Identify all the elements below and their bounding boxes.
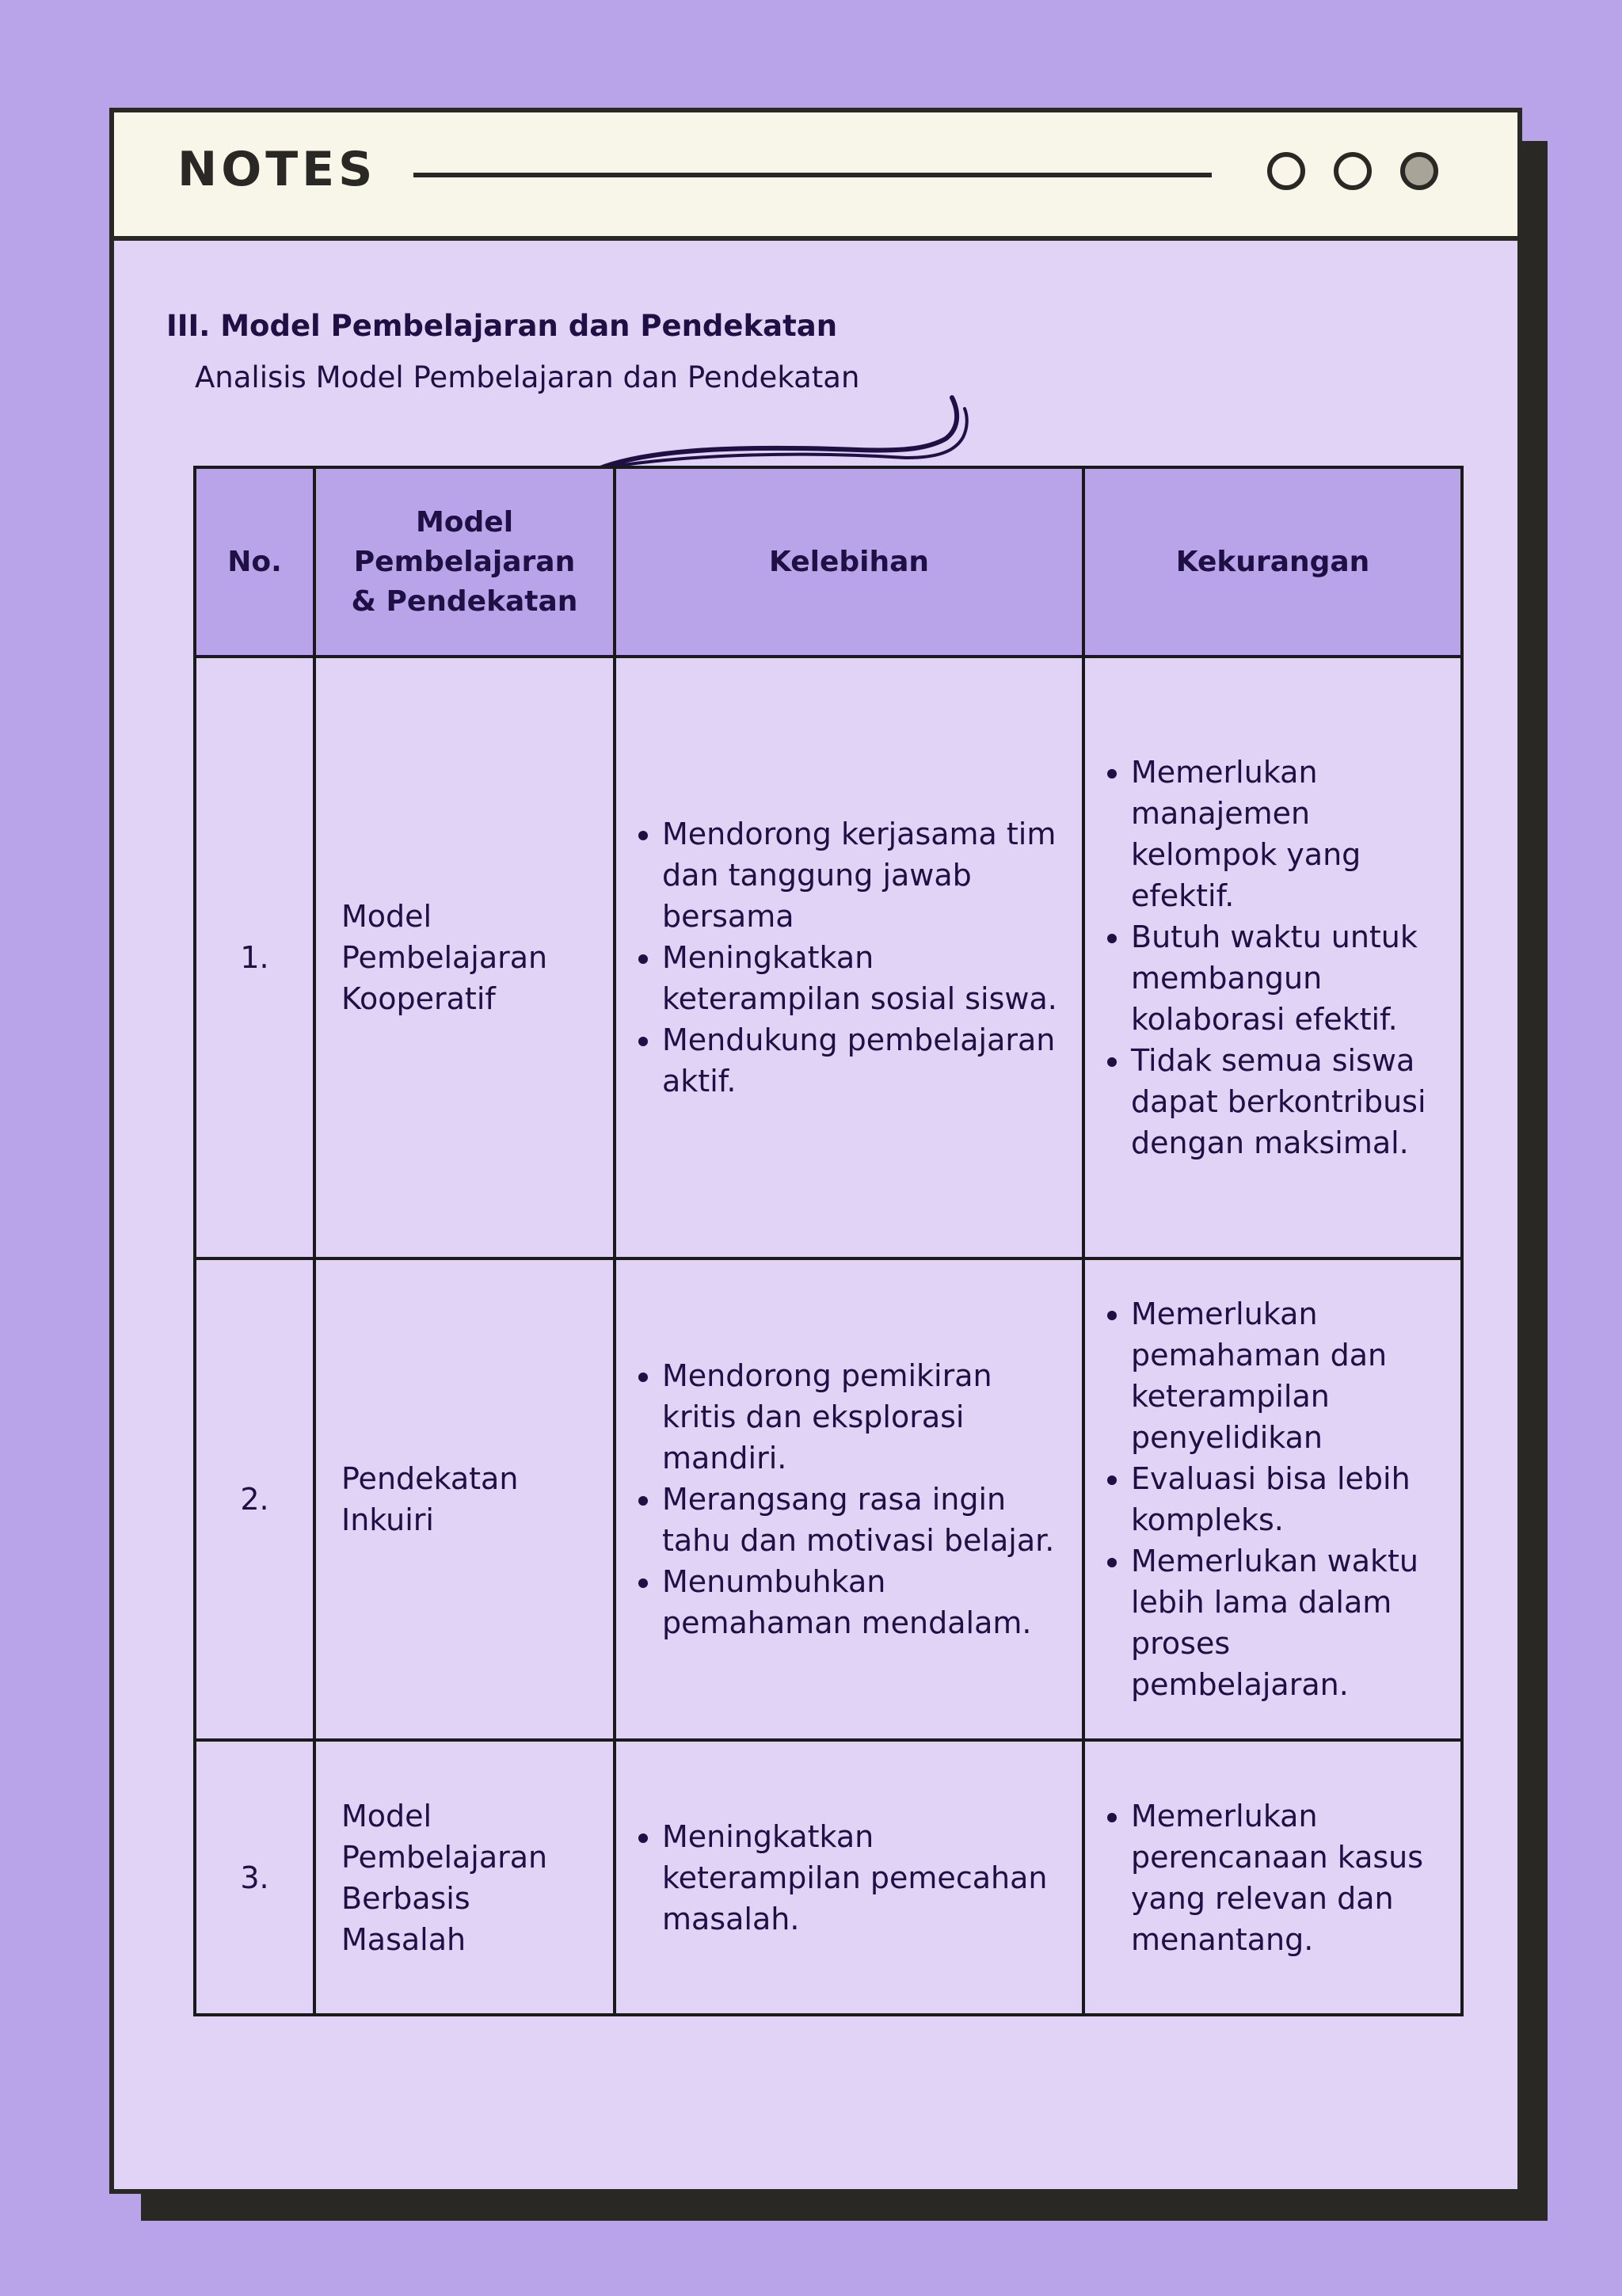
kelebihan-list	[632, 1816, 1072, 1940]
list-item: • Mendorong pemikiran kritis dan eksplorasi mandiri.	[662, 1355, 1072, 1479]
kelebihan-list	[632, 813, 1072, 1102]
kekurangan-list	[1101, 1293, 1451, 1705]
kelebihan-list	[632, 1355, 1072, 1643]
row-number: 3.	[195, 1740, 314, 2015]
model-name-line: Pembelajaran	[341, 940, 548, 975]
kelebihan-cell	[615, 1258, 1083, 1740]
list-item: • Memerlukan waktu lebih lama dalam proses pembelajaran.	[1131, 1540, 1451, 1705]
header-model-line: & Pendekatan	[351, 584, 578, 618]
header-kekurangan: Kekurangan	[1083, 467, 1462, 657]
model-name-line: Kooperatif	[341, 981, 496, 1016]
window-button-1-circle-icon[interactable]	[1267, 152, 1305, 190]
list-item: • Memerlukan pemahaman dan keterampilan penyelidikan	[1131, 1293, 1451, 1458]
list-item: • Evaluasi bisa lebih kompleks.	[1131, 1458, 1451, 1540]
table-row	[195, 1258, 1462, 1740]
model-name-line: Pendekatan	[341, 1461, 519, 1496]
kelebihan-cell	[615, 657, 1083, 1258]
model-name-line: Model	[341, 899, 432, 934]
model-name-line: Model	[341, 1798, 432, 1833]
model-name-cell	[314, 1258, 615, 1740]
list-item: • Merangsang rasa ingin tahu dan motivasi belajar.	[662, 1479, 1072, 1561]
model-name-line: Masalah	[341, 1921, 466, 1957]
list-item: • Mendorong kerjasama tim dan tanggung jawab bersama	[662, 813, 1072, 937]
kekurangan-cell	[1083, 657, 1462, 1258]
section-subtitle: Analisis Model Pembelajaran dan Pendekatan	[195, 360, 860, 394]
table-row	[195, 657, 1462, 1258]
list-item: • Meningkatkan keterampilan pemecahan masalah.	[662, 1816, 1072, 1940]
row-number: 1.	[195, 657, 314, 1258]
table-row	[195, 1740, 1462, 2015]
notes-window	[109, 108, 1522, 2194]
model-name-cell	[314, 657, 615, 1258]
section-title: III. Model Pembelajaran dan Pendekatan	[166, 309, 838, 343]
window-title: NOTES	[177, 142, 377, 197]
model-name-line: Berbasis	[341, 1880, 470, 1916]
list-item: • Mendukung pembelajaran aktif.	[662, 1019, 1072, 1102]
kekurangan-cell	[1083, 1258, 1462, 1740]
window-titlebar	[114, 112, 1517, 241]
model-name-line: Pembelajaran	[341, 1839, 548, 1875]
header-model	[314, 467, 615, 657]
table-header-row	[195, 467, 1462, 657]
list-item: • Memerlukan perencanaan kasus yang relevan dan menantang.	[1131, 1795, 1451, 1960]
row-number: 2.	[195, 1258, 314, 1740]
header-kelebihan: Kelebihan	[615, 467, 1083, 657]
kekurangan-list	[1101, 752, 1451, 1163]
model-name-cell	[314, 1740, 615, 2015]
kekurangan-cell	[1083, 1740, 1462, 2015]
list-item: • Tidak semua siswa dapat berkontribusi dengan maksimal.	[1131, 1040, 1451, 1163]
list-item: • Meningkatkan keterampilan sosial siswa.	[662, 937, 1072, 1019]
titlebar-divider-line	[413, 173, 1212, 177]
header-no: No.	[195, 467, 314, 657]
window-button-3-circle-icon[interactable]	[1400, 152, 1438, 190]
header-model-line: Pembelajaran	[353, 545, 576, 578]
model-comparison-table	[193, 466, 1464, 2016]
list-item: • Butuh waktu untuk membangun kolaborasi efektif.	[1131, 916, 1451, 1040]
kelebihan-cell	[615, 1740, 1083, 2015]
kekurangan-list	[1101, 1795, 1451, 1960]
list-item: • Menumbuhkan pemahaman mendalam.	[662, 1561, 1072, 1643]
model-name-line: Inkuiri	[341, 1502, 434, 1537]
header-model-line: Model	[415, 505, 514, 539]
window-button-2-circle-icon[interactable]	[1334, 152, 1372, 190]
list-item: • Memerlukan manajemen kelompok yang efektif.	[1131, 752, 1451, 916]
